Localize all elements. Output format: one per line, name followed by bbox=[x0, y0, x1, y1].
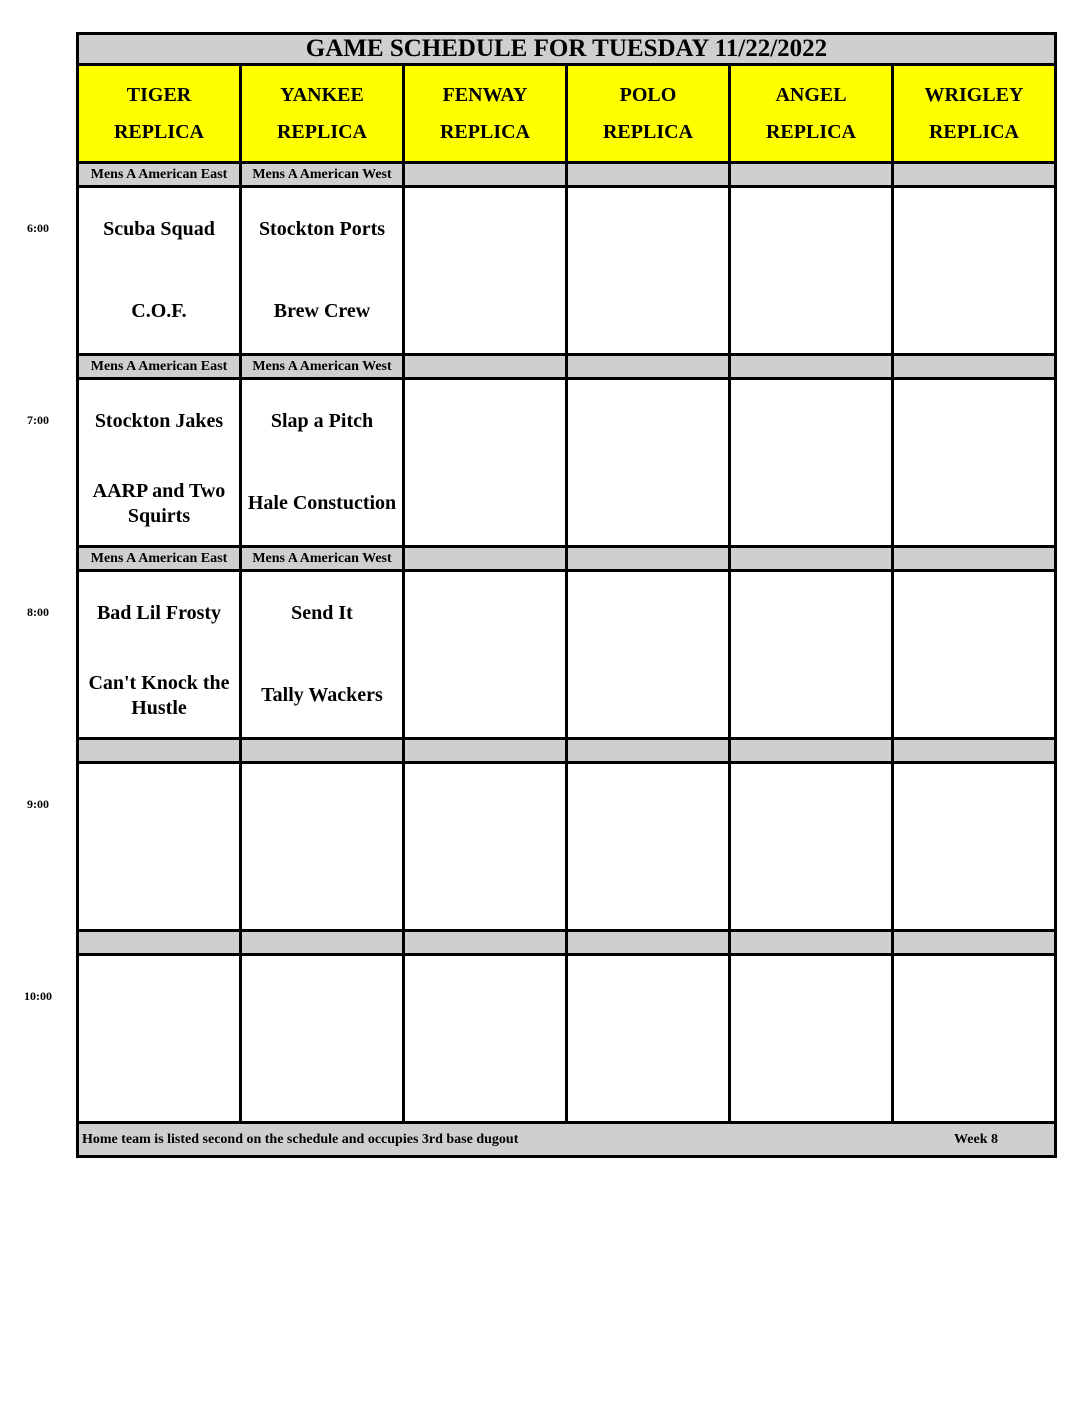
field-type: REPLICA bbox=[928, 120, 1019, 143]
division-row bbox=[76, 932, 1057, 956]
time-label: 7:00 bbox=[27, 413, 49, 427]
field-header-tiger bbox=[76, 66, 242, 164]
away-team bbox=[731, 956, 891, 1039]
division-label bbox=[894, 548, 1057, 572]
game-cell bbox=[76, 956, 242, 1124]
field-header-polo bbox=[568, 66, 731, 164]
schedule-sheet bbox=[76, 32, 1057, 1158]
home-team bbox=[79, 847, 239, 930]
game-cell bbox=[405, 956, 568, 1124]
away-team: Scuba Squad bbox=[103, 217, 215, 240]
field-name: ANGEL bbox=[775, 83, 847, 106]
field-type: REPLICA bbox=[113, 120, 204, 143]
home-team bbox=[894, 655, 1054, 738]
away-team bbox=[405, 380, 565, 463]
division-label bbox=[568, 740, 731, 764]
game-cell bbox=[731, 572, 894, 740]
field-header-row bbox=[76, 66, 1057, 164]
division-label bbox=[568, 932, 731, 956]
division-label bbox=[405, 356, 568, 380]
division-label: Mens A American West bbox=[242, 356, 405, 380]
away-team bbox=[405, 572, 565, 655]
division-row bbox=[76, 548, 1057, 572]
division-label bbox=[894, 740, 1057, 764]
home-team bbox=[731, 655, 891, 738]
game-cell bbox=[242, 188, 405, 356]
game-row bbox=[76, 764, 1057, 932]
away-team bbox=[405, 188, 565, 271]
field-name: TIGER bbox=[126, 83, 192, 106]
game-cell bbox=[568, 188, 731, 356]
game-row bbox=[76, 188, 1057, 356]
away-team bbox=[894, 572, 1054, 655]
home-team bbox=[731, 1039, 891, 1122]
game-row bbox=[76, 572, 1057, 740]
field-name: WRIGLEY bbox=[924, 83, 1024, 106]
game-row bbox=[76, 956, 1057, 1124]
home-team bbox=[894, 1039, 1054, 1122]
away-team bbox=[568, 380, 728, 463]
game-cell bbox=[242, 764, 405, 932]
division-label: Mens A American East bbox=[76, 164, 242, 188]
home-team: C.O.F. bbox=[131, 300, 187, 323]
division-label: Mens A American West bbox=[242, 164, 405, 188]
game-cell bbox=[76, 380, 242, 548]
home-team bbox=[731, 463, 891, 546]
away-team bbox=[242, 956, 402, 1039]
game-cell bbox=[405, 380, 568, 548]
division-label bbox=[731, 164, 894, 188]
away-team bbox=[242, 764, 402, 847]
field-type: REPLICA bbox=[602, 120, 693, 143]
division-label bbox=[568, 164, 731, 188]
division-label bbox=[242, 932, 405, 956]
game-cell bbox=[731, 956, 894, 1124]
field-header-wrigley bbox=[894, 66, 1057, 164]
away-team bbox=[894, 188, 1054, 271]
away-team: Slap a Pitch bbox=[270, 409, 374, 432]
game-cell bbox=[568, 764, 731, 932]
week-label: Week 8 bbox=[954, 1131, 998, 1147]
game-cell bbox=[568, 380, 731, 548]
division-label bbox=[76, 740, 242, 764]
home-team bbox=[79, 1039, 239, 1122]
game-row bbox=[76, 380, 1057, 548]
game-cell bbox=[894, 764, 1057, 932]
field-header-angel bbox=[731, 66, 894, 164]
division-label bbox=[242, 740, 405, 764]
home-team bbox=[731, 847, 891, 930]
home-team bbox=[568, 655, 728, 738]
game-cell bbox=[894, 188, 1057, 356]
game-cell bbox=[731, 380, 894, 548]
game-cell bbox=[76, 764, 242, 932]
field-type: REPLICA bbox=[765, 120, 856, 143]
time-label: 9:00 bbox=[27, 797, 49, 811]
game-cell bbox=[894, 956, 1057, 1124]
home-team bbox=[242, 847, 402, 930]
away-team bbox=[568, 572, 728, 655]
home-team bbox=[568, 271, 728, 354]
home-team bbox=[568, 463, 728, 546]
division-label: Mens A American West bbox=[242, 548, 405, 572]
home-team bbox=[568, 847, 728, 930]
home-team: Tally Wackers bbox=[261, 684, 383, 707]
home-team bbox=[894, 463, 1054, 546]
schedule-footer bbox=[76, 1124, 1057, 1158]
time-label: 10:00 bbox=[24, 989, 52, 1003]
division-label bbox=[894, 932, 1057, 956]
game-cell bbox=[731, 188, 894, 356]
division-row bbox=[76, 356, 1057, 380]
division-label bbox=[405, 932, 568, 956]
home-team bbox=[731, 271, 891, 354]
away-team bbox=[568, 956, 728, 1039]
game-cell bbox=[894, 380, 1057, 548]
division-label bbox=[731, 356, 894, 380]
away-team bbox=[405, 956, 565, 1039]
division-label bbox=[731, 740, 894, 764]
game-cell bbox=[405, 572, 568, 740]
game-cell bbox=[76, 572, 242, 740]
game-cell bbox=[731, 764, 894, 932]
away-team bbox=[731, 764, 891, 847]
away-team: Stockton Jakes bbox=[94, 409, 224, 432]
away-team bbox=[405, 764, 565, 847]
division-label: Mens A American East bbox=[76, 548, 242, 572]
home-team: AARP and Two Squirts bbox=[92, 479, 226, 527]
field-header-yankee bbox=[242, 66, 405, 164]
game-cell bbox=[242, 380, 405, 548]
division-label: Mens A American East bbox=[76, 356, 242, 380]
away-team: Bad Lil Frosty bbox=[96, 601, 222, 624]
away-team bbox=[894, 380, 1054, 463]
game-cell bbox=[242, 572, 405, 740]
time-label: 8:00 bbox=[27, 605, 49, 619]
division-label bbox=[405, 548, 568, 572]
division-label bbox=[76, 932, 242, 956]
division-label bbox=[894, 164, 1057, 188]
game-cell bbox=[568, 956, 731, 1124]
division-label bbox=[731, 932, 894, 956]
home-team bbox=[405, 271, 565, 354]
field-type: REPLICA bbox=[439, 120, 530, 143]
field-name: FENWAY bbox=[442, 83, 528, 106]
away-team bbox=[894, 956, 1054, 1039]
game-cell bbox=[405, 764, 568, 932]
division-label bbox=[568, 548, 731, 572]
home-team bbox=[894, 271, 1054, 354]
away-team: Stockton Ports bbox=[258, 217, 386, 240]
home-team: Can't Knock the Hustle bbox=[88, 671, 230, 719]
away-team bbox=[731, 572, 891, 655]
field-type: REPLICA bbox=[276, 120, 367, 143]
game-cell bbox=[568, 572, 731, 740]
division-label bbox=[405, 740, 568, 764]
home-team-note: Home team is listed second on the schedule and occupies 3rd base dugout bbox=[82, 1131, 519, 1147]
division-label bbox=[894, 356, 1057, 380]
away-team bbox=[731, 380, 891, 463]
home-team bbox=[405, 1039, 565, 1122]
field-name: POLO bbox=[619, 83, 677, 106]
away-team bbox=[568, 188, 728, 271]
field-header-fenway bbox=[405, 66, 568, 164]
home-team bbox=[405, 463, 565, 546]
division-label bbox=[568, 356, 731, 380]
away-team bbox=[568, 764, 728, 847]
division-row bbox=[76, 164, 1057, 188]
schedule-title: GAME SCHEDULE FOR TUESDAY 11/22/2022 bbox=[76, 32, 1057, 66]
away-team bbox=[79, 956, 239, 1039]
home-team bbox=[405, 847, 565, 930]
away-team: Send It bbox=[291, 601, 353, 624]
game-cell bbox=[76, 188, 242, 356]
home-team bbox=[242, 1039, 402, 1122]
division-row bbox=[76, 740, 1057, 764]
home-team bbox=[894, 847, 1054, 930]
division-label bbox=[405, 164, 568, 188]
home-team: Hale Constuction bbox=[247, 492, 397, 515]
game-cell bbox=[242, 956, 405, 1124]
game-cell bbox=[894, 572, 1057, 740]
away-team bbox=[79, 764, 239, 847]
home-team: Brew Crew bbox=[273, 300, 371, 323]
away-team bbox=[894, 764, 1054, 847]
time-slots bbox=[76, 164, 1057, 1124]
away-team bbox=[731, 188, 891, 271]
game-cell bbox=[405, 188, 568, 356]
home-team bbox=[568, 1039, 728, 1122]
division-label bbox=[731, 548, 894, 572]
field-name: YANKEE bbox=[280, 83, 364, 106]
time-label: 6:00 bbox=[27, 221, 49, 235]
home-team bbox=[405, 655, 565, 738]
